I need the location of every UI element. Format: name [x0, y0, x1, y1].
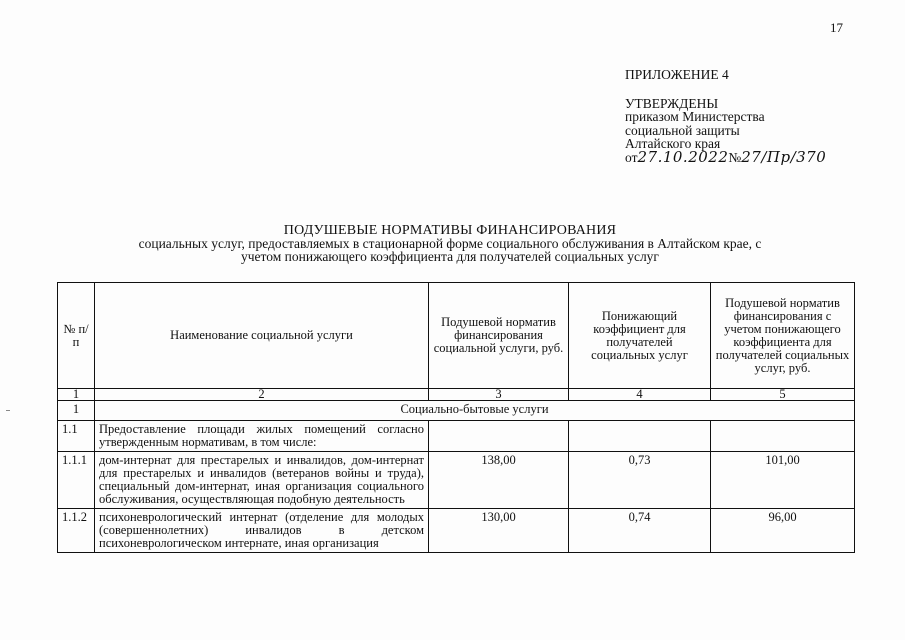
- table-row: [58, 421, 855, 452]
- margin-mark: [6, 410, 10, 411]
- page-number: 17: [830, 20, 843, 35]
- handwritten-number: 27/Пр/370: [741, 147, 827, 166]
- handwritten-date: 27.10.2022: [637, 147, 729, 166]
- row-service-name: Предоставление площади жилых помещений согласно утвержденным нормативам, в том числе:: [95, 421, 429, 452]
- row-num: 1.1: [58, 421, 95, 452]
- row-num: 1.1.2: [58, 509, 95, 553]
- row-service-name: психоневрологический интернат (отделение для молодых (совершеннолетних) инвалидов в детском психоневрологическом интернате, иная организация: [95, 509, 429, 553]
- approved-label: УТВЕРЖДЕНЫ: [625, 95, 719, 111]
- table-header-row: [58, 283, 855, 389]
- row-service-name: дом-интернат для престарелых и инвалидов, дом-интернат для престарелых и инвалидов (ветеранов войны и труда), специальный дом-интернат, иная организация социального обслуживания, осуществляющая подобную деятельность: [95, 452, 429, 509]
- row-result: 101,00: [711, 452, 855, 509]
- header-service-name: Наименование социальной услуги: [95, 283, 429, 389]
- title-line-2: социальных услуг, предоставляемых в стационарной форме социального обслуживания в Алтайском крае, с: [138, 236, 762, 251]
- document-title: [60, 224, 840, 263]
- number-prefix: №: [728, 149, 742, 165]
- row-norm: [429, 421, 569, 452]
- column-number-row: [58, 389, 855, 401]
- column-number: 4: [569, 389, 711, 401]
- norms-table: [57, 282, 855, 553]
- section-title: Социально-бытовые услуги: [95, 401, 855, 421]
- row-result: 96,00: [711, 509, 855, 553]
- table-row: [58, 509, 855, 553]
- approval-block: [625, 68, 826, 164]
- date-prefix: от: [625, 149, 638, 165]
- row-norm: 130,00: [429, 509, 569, 553]
- title-line-1: ПОДУШЕВЫЕ НОРМАТИВЫ ФИНАНСИРОВАНИЯ: [283, 223, 617, 238]
- row-coefficient: 0,73: [569, 452, 711, 509]
- section-row: [58, 401, 855, 421]
- row-norm: 138,00: [429, 452, 569, 509]
- approval-line-3: Алтайского края: [625, 136, 721, 151]
- column-number: 5: [711, 389, 855, 401]
- header-num: № п/п: [58, 283, 95, 389]
- table-row: [58, 452, 855, 509]
- column-number: 1: [58, 389, 95, 401]
- approval-line-1: приказом Министерства: [625, 109, 765, 124]
- row-coefficient: 0,74: [569, 509, 711, 553]
- header-norm: Подушевой норматив финансирования социальной услуги, руб.: [429, 283, 569, 389]
- column-number: 2: [95, 389, 429, 401]
- order-date-number: [625, 147, 827, 166]
- title-line-3: учетом понижающего коэффициента для получателей социальных услуг: [241, 249, 659, 264]
- header-coefficient: Понижающий коэффициент для получателей социальных услуг: [569, 283, 711, 389]
- row-result: [711, 421, 855, 452]
- header-result: Подушевой норматив финансирования с учетом понижающего коэффициента для получателей социальных услуг, руб.: [711, 283, 855, 389]
- row-num: 1.1.1: [58, 452, 95, 509]
- approval-line-2: социальной защиты: [625, 122, 740, 138]
- appendix-label: ПРИЛОЖЕНИЕ 4: [625, 67, 729, 82]
- section-num: 1: [58, 401, 95, 421]
- row-coefficient: [569, 421, 711, 452]
- column-number: 3: [429, 389, 569, 401]
